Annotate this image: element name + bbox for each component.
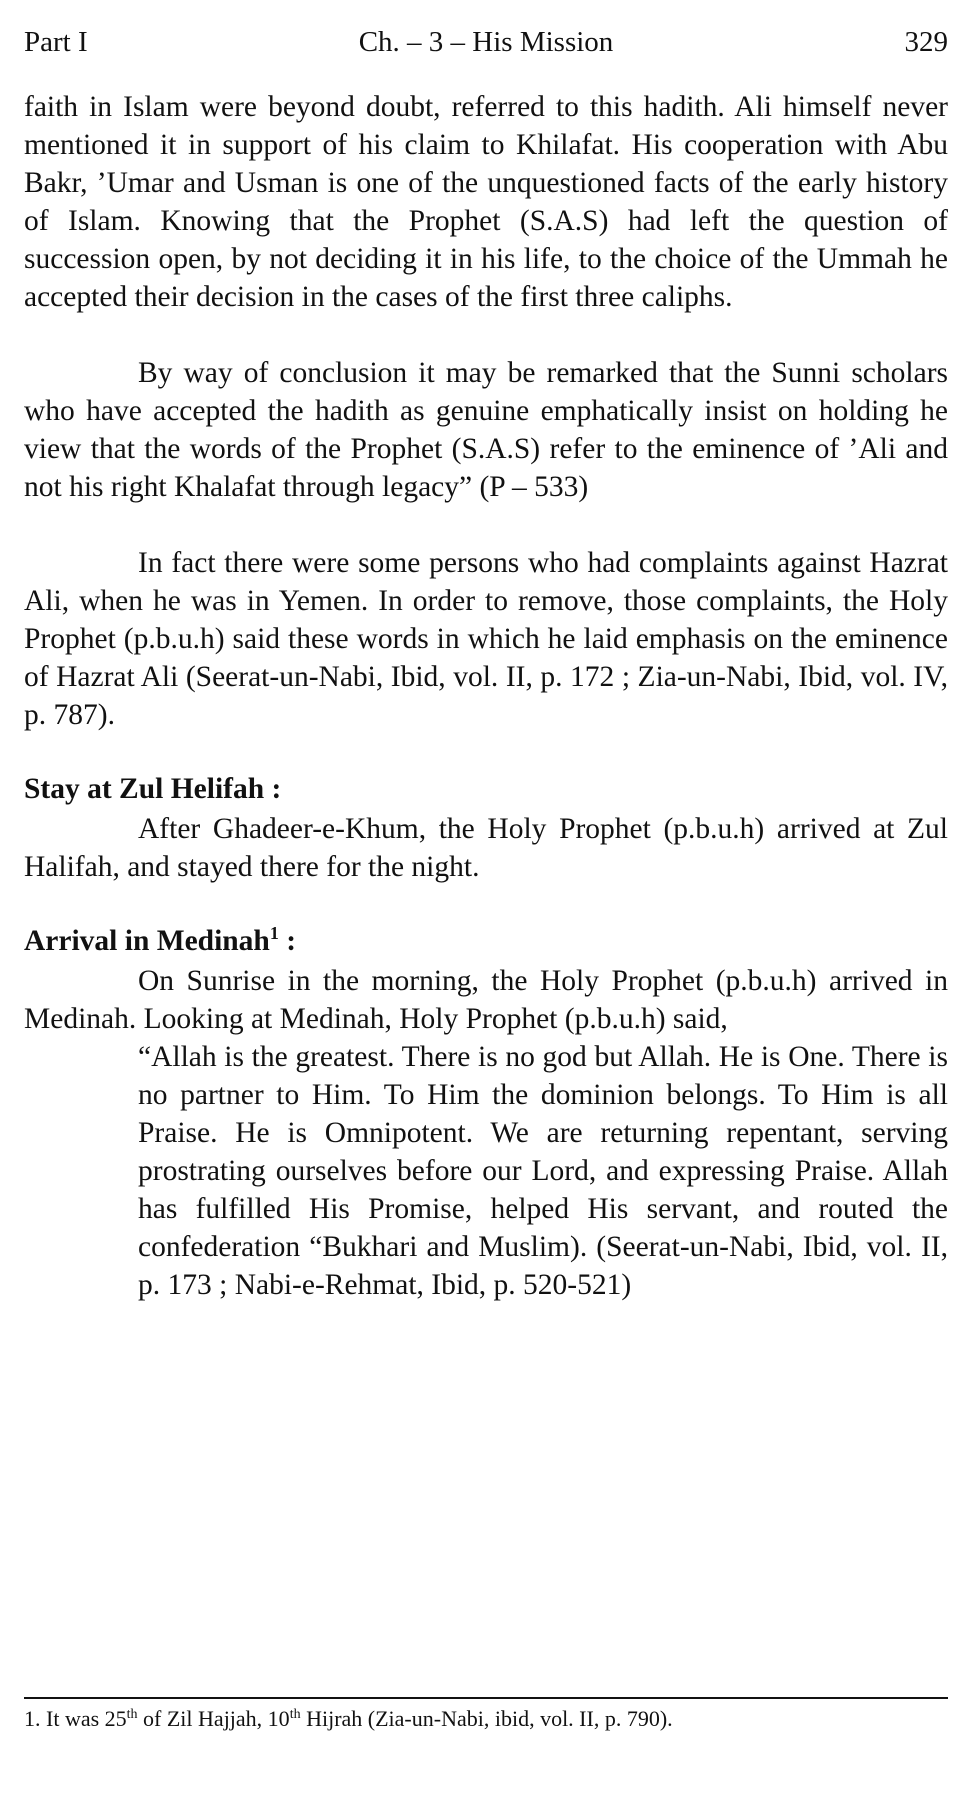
page-number: 329 [904,26,948,58]
footnote-text-1: 1. It was 25 [24,1706,127,1731]
section-heading-suffix: : [278,925,297,957]
footnote-marker: 1 [269,923,279,943]
section-heading-arrival-medinah [24,922,948,960]
running-header [24,22,948,62]
section-heading-zul-helifah [24,770,948,808]
book-page [24,0,948,1796]
footnote [24,1704,948,1734]
paragraph-conclusion: By way of conclusion it may be remarked that the Sunni scholars who have accepted the hadith as genuine emphatically insist on holding he view that the words of the Prophet (S.A.S) refer to the eminence of ’Ali and not his right Khalafat through legacy” (P – 533) [24,357,948,503]
section-heading-text: Stay at Zul Helifah : [24,773,282,805]
footnote-divider [24,1697,948,1699]
chapter-title: Ch. – 3 – His Mission [358,26,614,58]
footnote-ordinal-2: th [289,1707,301,1722]
footnote-text-3: Hijrah (Zia-un-Nabi, ibid, vol. II, p. 790). [300,1706,673,1731]
paragraph-complaints: In fact there were some persons who had complaints against Hazrat Ali, when he was in Yemen. In order to remove, those complaints, the Holy Prophet (p.b.u.h) said these words in which he laid emphasis on the eminence of Hazrat Ali (Seerat-un-Nabi, Ibid, vol. II, p. 172 ; Zia-un-Nabi, Ibid, vol. IV, p. 787). [24,547,948,731]
section-heading-text: Arrival in Medinah [24,925,270,957]
paragraph-zul-helifah: After Ghadeer-e-Khum, the Holy Prophet (p.b.u.h) arrived at Zul Halifah, and stayed there for the night. [24,813,948,883]
part-label: Part I [24,26,88,58]
paragraph-arrival-medinah: On Sunrise in the morning, the Holy Prophet (p.b.u.h) arrived in Medinah. Looking at Medinah, Holy Prophet (p.b.u.h) said, [24,965,948,1035]
block-quote: “Allah is the greatest. There is no god but Allah. He is One. There is no partner to Him. To Him the dominion belongs. To Him is all Praise. He is Omnipotent. We are returning repentant, serving prostrating ourselves before our Lord, and expressing Praise. Allah has fulfilled His Promise, helped His servant, and routed the confederation “Bukhari and Muslim). (Seerat-un-Nabi, Ibid, vol. II, p. 173 ; Nabi-e-Rehmat, Ibid, p. 520-521) [138,1041,948,1301]
paragraph-continuation: faith in Islam were beyond doubt, referred to this hadith. Ali himself never mentioned it in support of his claim to Khilafat. His cooperation with Abu Bakr, ’Umar and Usman is one of the unquestioned facts of the early history of Islam. Knowing that the Prophet (S.A.S) had left the question of succession open, by not deciding it in his life, to the choice of the Ummah he accepted their decision in the cases of the first three caliphs. [24,91,948,313]
page-body [24,88,948,1304]
footnote-text-2: of Zil Hajjah, 10 [137,1706,290,1731]
footnote-ordinal-1: th [126,1707,138,1722]
